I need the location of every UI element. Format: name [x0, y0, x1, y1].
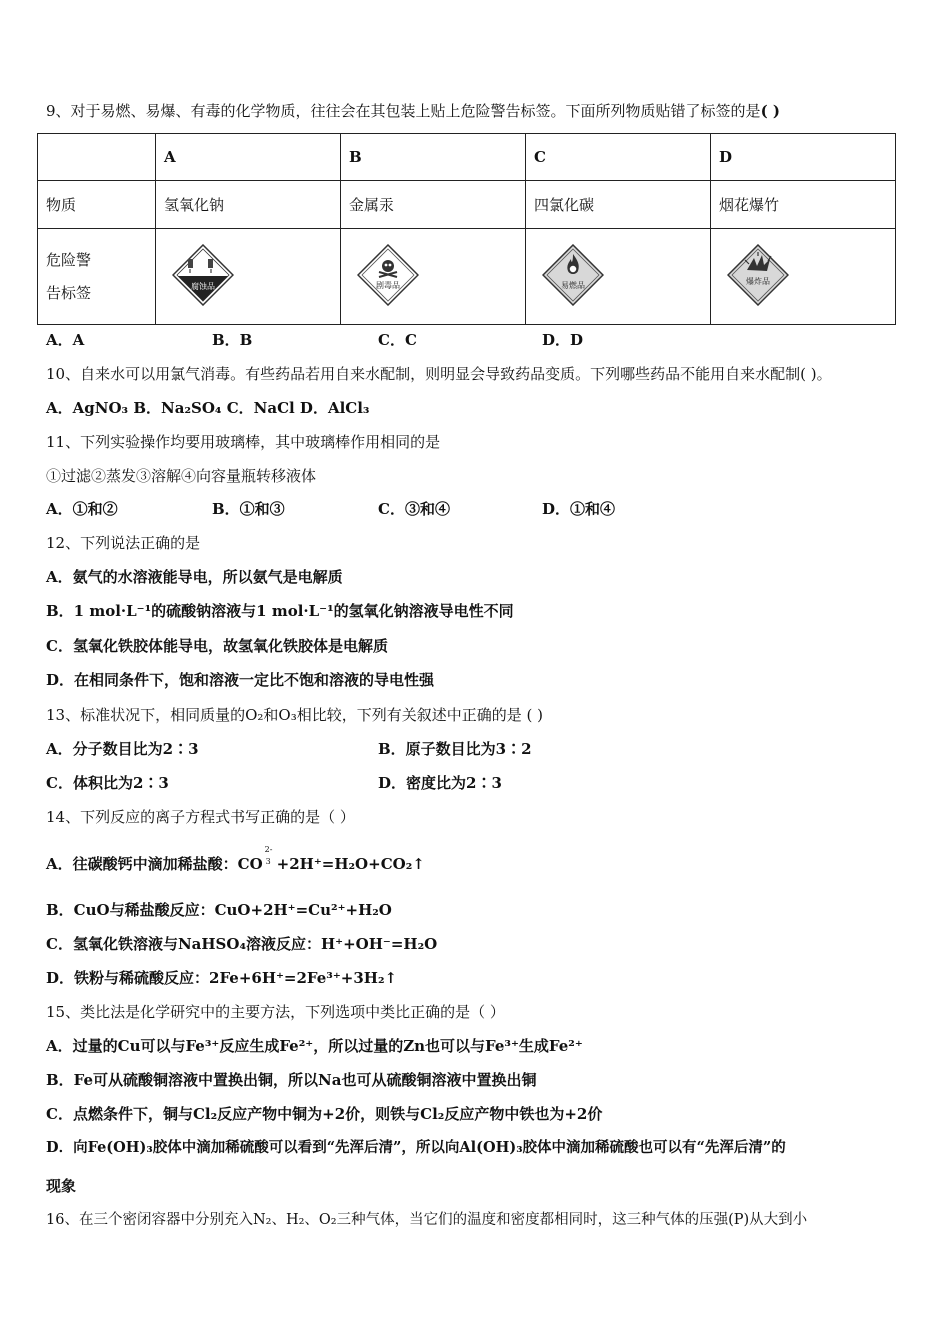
q11-option-a: A．①和② [46, 500, 118, 518]
q14-a-suffix: +2H⁺=H₂O+CO₂↑ [276, 855, 425, 873]
q10-stem: 10、自来水可以用氯气消毒。有些药品若用自来水配制，则明显会导致药品变质。下列哪些药品不能用自来水配制( )。 [46, 365, 832, 383]
q15-option-d: D．向Fe(OH)₃胶体中滴加稀硫酸可以看到“先浑后清”，所以向Al(OH)₃胶体中滴加稀硫酸也可以有“先浑后清”的 [46, 1139, 786, 1156]
q9-option-a: A．A [46, 331, 85, 349]
q14-option-c: C．氢氧化铁溶液与NaHSO₄溶液反应：H⁺+OH⁻=H₂O [46, 935, 438, 953]
q15-option-d-cont: 现象 [46, 1177, 77, 1195]
flammable-sign-text: 易燃品 [561, 280, 585, 290]
q11-sub: ①过滤②蒸发③溶解④向容量瓶转移液体 [46, 467, 317, 485]
q12-option-c: C．氢氧化铁胶体能导电，故氢氧化铁胶体是电解质 [46, 637, 388, 655]
flammable-sign-icon [542, 244, 604, 306]
header-b: B [341, 134, 526, 181]
q13-option-c: C．体积比为2∶3 [46, 774, 169, 792]
q13-option-b: B．原子数目比为3∶2 [378, 740, 532, 758]
q13-stem: 13、标准状况下，相同质量的O₂和O₃相比较，下列有关叙述中正确的是 ( ) [46, 706, 543, 724]
q11-option-c: C．③和④ [378, 500, 450, 518]
carbonate-charge-sub: 3 [265, 857, 271, 866]
q14-option-d: D．铁粉与稀硫酸反应：2Fe+6H⁺=2Fe³⁺+3H₂↑ [46, 969, 398, 987]
row-label-hazard [38, 229, 156, 325]
header-c: C [526, 134, 711, 181]
sign-cell-a [156, 229, 341, 325]
hazard-table-header [38, 134, 896, 181]
q13-option-d: D．密度比为2∶3 [378, 774, 502, 792]
q14-a-prefix: A．往碳酸钙中滴加稀盐酸：CO [46, 855, 263, 873]
substance-row [38, 181, 896, 229]
carbonate-charge-sup: 2- [264, 845, 273, 854]
q9-paren: ( ) [760, 102, 780, 120]
row-label-substance: 物质 [38, 181, 156, 229]
q14-option-b: B．CuO与稀盐酸反应：CuO+2H⁺=Cu²⁺+H₂O [46, 901, 392, 919]
hazard-table [37, 133, 896, 325]
label-row [38, 229, 896, 325]
corrosive-sign-icon [172, 244, 234, 306]
q12-option-b: B．1 mol·L⁻¹的硫酸钠溶液与1 mol·L⁻¹的氢氧化钠溶液导电性不同 [46, 602, 514, 620]
q15-option-a: A．过量的Cu可以与Fe³⁺反应生成Fe²⁺，所以过量的Zn也可以与Fe³⁺生成Fe²⁺ [46, 1037, 583, 1055]
q16-stem: 16、在三个密闭容器中分别充入N₂、H₂、O₂三种气体，当它们的温度和密度都相同时，这三种气体的压强(P)从大到小 [46, 1212, 808, 1228]
q12-option-d: D．在相同条件下，饱和溶液一定比不饱和溶液的导电性强 [46, 671, 435, 689]
q9-option-c: C．C [378, 331, 417, 349]
q15-option-b: B．Fe可从硫酸铜溶液中置换出铜，所以Na也可从硫酸铜溶液中置换出铜 [46, 1071, 537, 1089]
sign-cell-c [526, 229, 711, 325]
row-label-hazard-line1: 危险警 [46, 250, 92, 269]
q12-stem: 12、下列说法正确的是 [46, 534, 201, 552]
header-empty [38, 134, 156, 181]
explosive-sign-text: 爆炸品 [746, 276, 770, 286]
q12-option-a: A．氨气的水溶液能导电，所以氨气是电解质 [46, 568, 343, 586]
q9-stem [46, 101, 780, 121]
q11-option-b: B．①和③ [212, 500, 285, 518]
q11-option-d: D．①和④ [542, 500, 616, 518]
q11-stem: 11、下列实验操作均要用玻璃棒，其中玻璃棒作用相同的是 [46, 433, 441, 451]
substance-d: 烟花爆竹 [711, 181, 896, 229]
explosive-sign-icon [727, 244, 789, 306]
substance-c: 四氯化碳 [526, 181, 711, 229]
sign-cell-d [711, 229, 896, 325]
header-d: D [711, 134, 896, 181]
header-a: A [156, 134, 341, 181]
q9-option-b: B．B [212, 331, 253, 349]
q13-option-a: A．分子数目比为2∶3 [46, 740, 199, 758]
corrosive-sign-text: 腐蚀品 [191, 281, 215, 291]
substance-a: 氢氧化钠 [156, 181, 341, 229]
toxic-sign-icon [357, 244, 419, 306]
q15-stem: 15、类比法是化学研究中的主要方法，下列选项中类比正确的是（ ） [46, 1003, 505, 1021]
q9-option-d: D．D [542, 331, 584, 349]
substance-b: 金属汞 [341, 181, 526, 229]
toxic-sign-text: 剧毒品 [376, 280, 400, 290]
q14-stem: 14、下列反应的离子方程式书写正确的是（ ） [46, 808, 355, 826]
carbonate-charge [263, 845, 277, 874]
sign-cell-b [341, 229, 526, 325]
q14-option-a [46, 845, 425, 874]
row-label-hazard-line2: 告标签 [46, 283, 92, 302]
q10-options: A．AgNO₃ B．Na₂SO₄ C．NaCl D．AlCl₃ [46, 399, 370, 417]
q9-stem-text: 9、对于易燃、易爆、有毒的化学物质，往往会在其包装上贴上危险警告标签。下面所列物质贴错了标签的是 [46, 102, 761, 120]
q15-option-c: C．点燃条件下，铜与Cl₂反应产物中铜为+2价，则铁与Cl₂反应产物中铁也为+2价 [46, 1105, 603, 1123]
